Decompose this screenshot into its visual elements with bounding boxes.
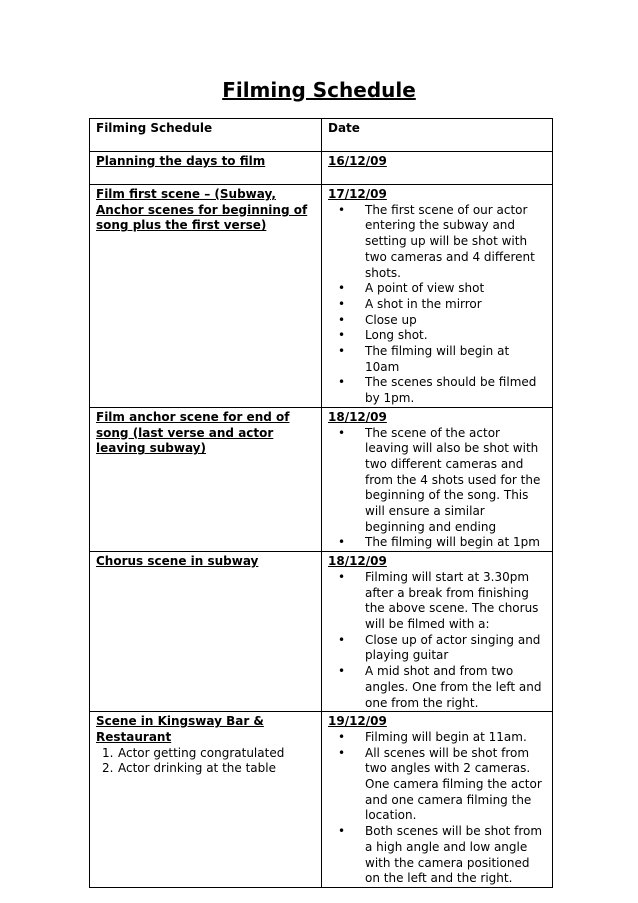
activity-title: Scene in Kingsway Bar & Restaurant: [96, 714, 264, 744]
list-item: [96, 761, 315, 777]
bullet-item: • All scenes will be shot from two angles with 2 cameras. One camera filming the actor and one camera filming the location.: [328, 746, 546, 825]
bullet-item: • A shot in the mirror: [328, 297, 546, 313]
activity-title: Film first scene – (Subway, Anchor scenes for beginning of song plus the first verse): [96, 187, 308, 233]
column-header: Filming Schedule: [96, 121, 213, 135]
bullet-item: • A point of view shot: [328, 281, 546, 297]
bullet-item: • The scenes should be filmed by 1pm.: [328, 375, 546, 406]
table-header-row: [90, 119, 553, 152]
activity-cell: [90, 152, 322, 185]
bullet-item: • Close up of actor singing and playing guitar: [328, 633, 546, 664]
date-value: 18/12/09: [328, 409, 387, 424]
activity-cell: [90, 185, 322, 408]
activity-sub-list: [96, 746, 315, 777]
date-value: 19/12/09: [328, 714, 387, 729]
header-cell-date: [322, 119, 553, 152]
date-cell: [322, 407, 553, 551]
table-row: [90, 712, 553, 888]
bullet-list: [328, 426, 546, 552]
column-header: Date: [328, 121, 360, 135]
list-number: 2.: [102, 761, 114, 776]
date-value: 18/12/09: [328, 554, 387, 569]
date-value: 17/12/09: [328, 187, 387, 201]
page-title: Filming Schedule: [222, 78, 416, 102]
bullet-item: • The scene of the actor leaving will also be shot with two different cameras and from the 4 shots used for the beginning of the song. This will ensure a similar beginning and ending: [328, 426, 546, 536]
table-row: [90, 407, 553, 551]
bullet-item: • Long shot.: [328, 328, 546, 344]
activity-title: Film anchor scene for end of song (last verse and actor leaving subway): [96, 409, 290, 456]
list-item-text: Actor drinking at the table: [118, 761, 276, 776]
date-cell: [322, 552, 553, 712]
list-item-text: Actor getting congratulated: [118, 745, 285, 760]
bullet-item: • A mid shot and from two angles. One from the left and one from the right.: [328, 664, 546, 711]
bullet-list: [328, 730, 546, 887]
bullet-item: • The first scene of our actor entering the subway and setting up will be shot with two cameras and 4 different shots.: [328, 203, 546, 282]
bullet-item: • The filming will begin at 10am: [328, 344, 546, 375]
table-row: [90, 552, 553, 712]
date-cell: [322, 152, 553, 185]
filming-schedule-table: [89, 118, 553, 888]
bullet-list: [328, 203, 546, 407]
bullet-item: • Filming will start at 3.30pm after a break from finishing the above scene. The chorus will be filmed with a:: [328, 570, 546, 633]
date-cell: [322, 712, 553, 888]
activity-cell: [90, 552, 322, 712]
bullet-item: • Both scenes will be shot from a high angle and low angle with the camera positioned on the left and the right.: [328, 824, 546, 887]
activity-title: Chorus scene in subway: [96, 554, 259, 569]
bullet-item: • The filming will begin at 1pm: [328, 535, 546, 551]
date-cell: [322, 185, 553, 408]
bullet-item: • Filming will begin at 11am.: [328, 730, 546, 746]
bullet-item: • Close up: [328, 313, 546, 329]
table-row: [90, 185, 553, 408]
activity-cell: [90, 712, 322, 888]
header-cell-activity: [90, 119, 322, 152]
activity-cell: [90, 407, 322, 551]
date-value: 16/12/09: [328, 154, 387, 168]
activity-title: Planning the days to film: [96, 154, 266, 168]
bullet-list: [328, 570, 546, 711]
list-number: 1.: [102, 745, 114, 760]
list-item: [96, 746, 315, 762]
table-row: [90, 152, 553, 185]
